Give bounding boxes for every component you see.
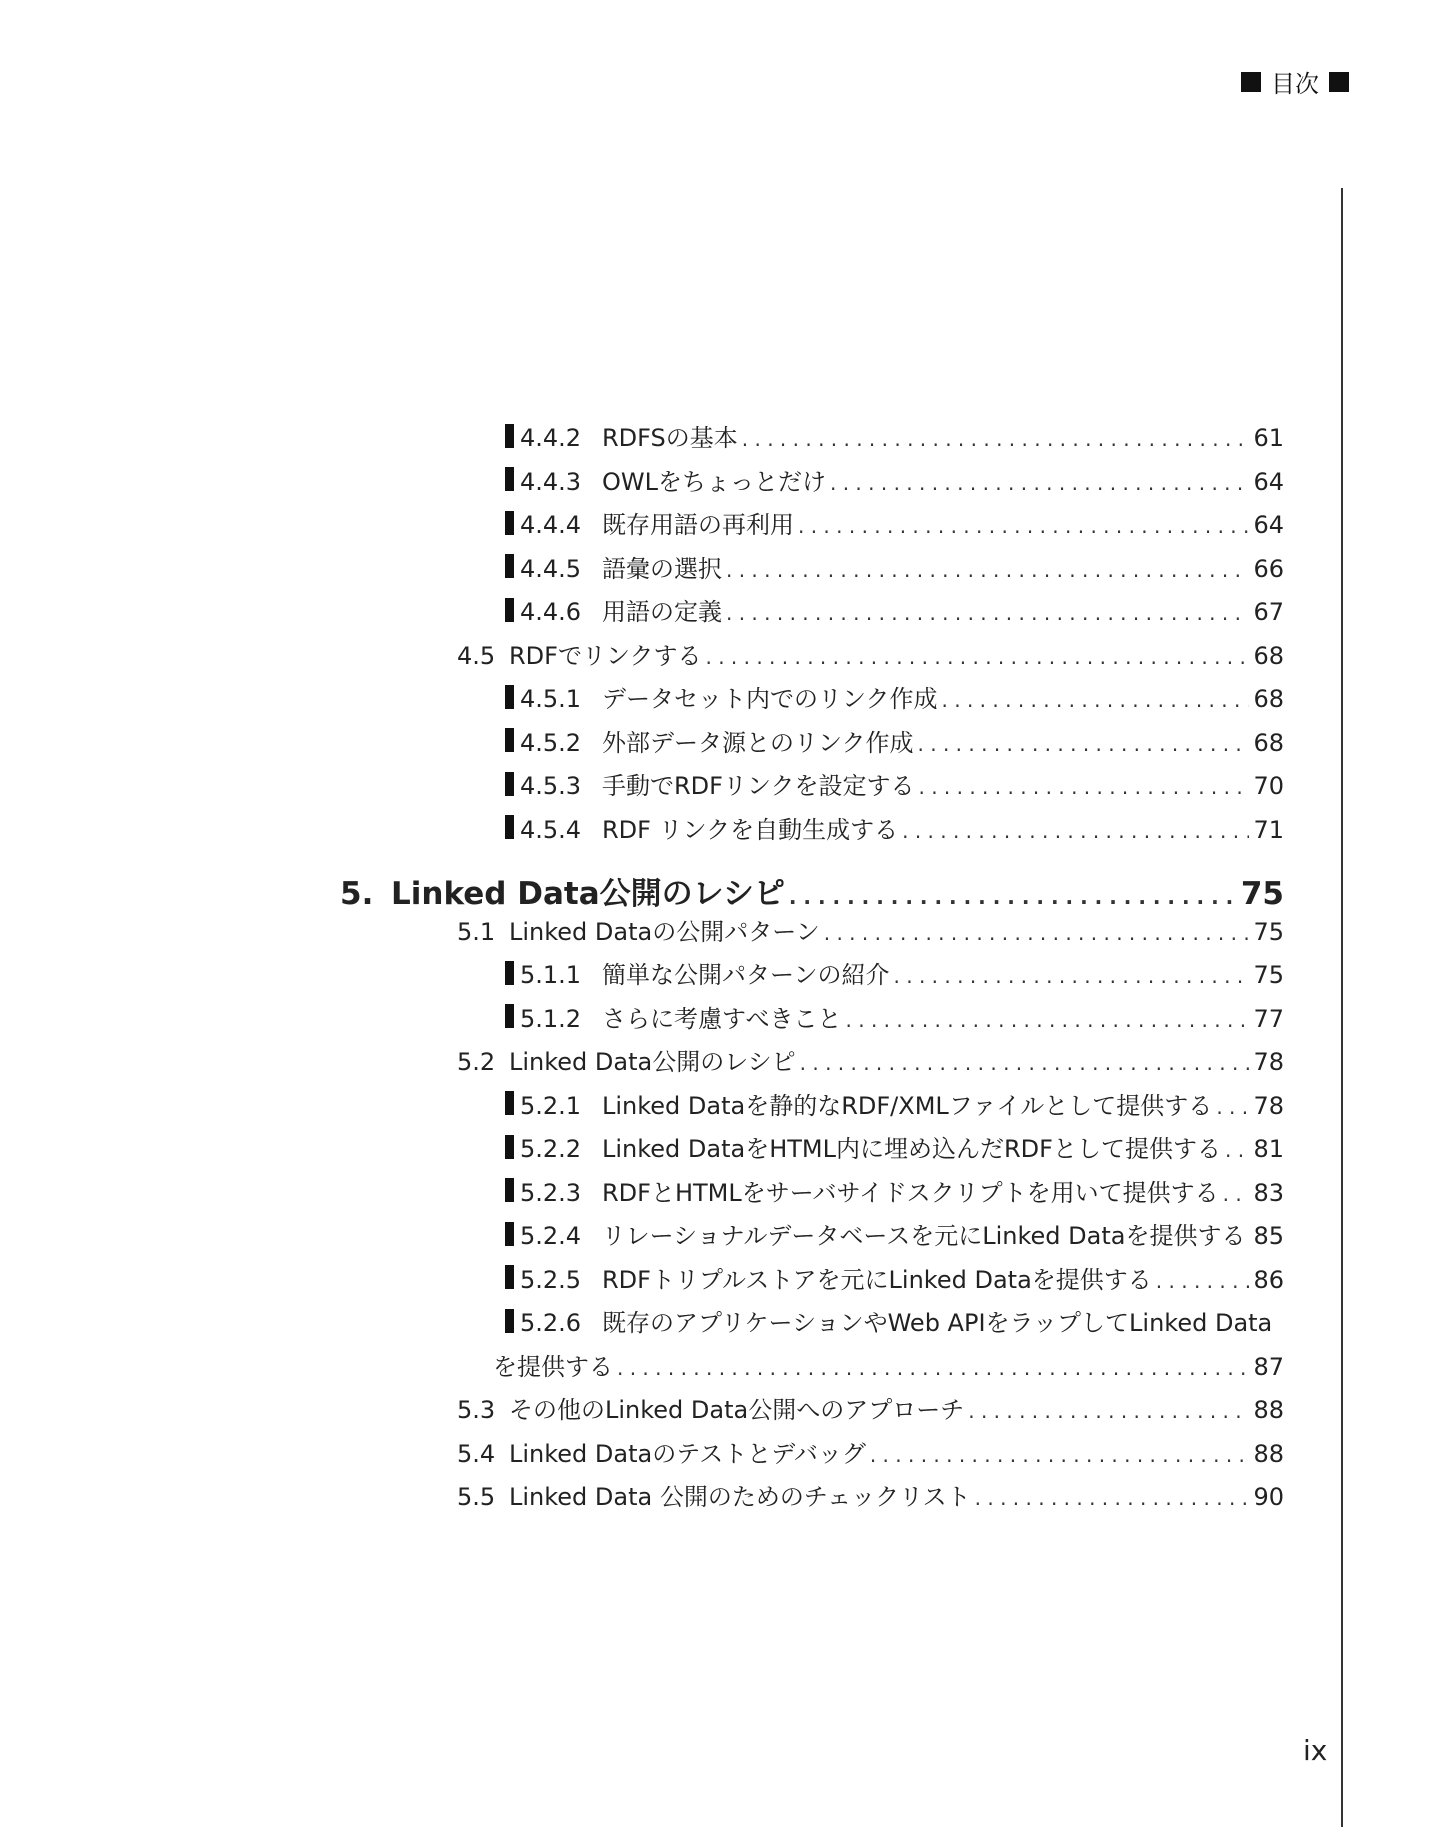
bar-bullet-icon	[505, 728, 514, 752]
toc-entry-line	[505, 679, 1284, 714]
toc-entry-title: RDFでリンクする	[509, 641, 702, 670]
toc-entry-number: 4.5.3	[520, 772, 582, 800]
toc-entry-page: 61	[1253, 424, 1284, 452]
toc-entry-number: 5.2	[457, 1048, 496, 1076]
toc-entry-title: Linked Data公開のレシピ	[391, 876, 785, 912]
toc-entry-page: 75	[1240, 876, 1284, 912]
bar-bullet-icon	[505, 1309, 514, 1333]
toc-entry-line	[505, 1129, 1284, 1164]
toc-entry[interactable]	[0, 912, 1433, 948]
toc-entry-title: RDF リンクを自動生成する	[602, 815, 899, 844]
toc-entry-title: RDFトリプルストアを元にLinked Dataを提供する	[602, 1265, 1152, 1294]
bar-bullet-icon	[505, 554, 514, 578]
toc-entry-number: 4.5.4	[520, 815, 582, 844]
toc-entry[interactable]	[0, 1129, 1433, 1165]
toc-entry-title: データセット内でのリンク作成	[602, 685, 938, 713]
dot-leader	[846, 1008, 1250, 1032]
toc-entry[interactable]	[0, 1303, 1433, 1339]
toc-entry-title: 簡単な公開パターンの紹介	[602, 961, 890, 989]
dot-leader	[975, 1486, 1250, 1510]
bar-bullet-icon	[505, 685, 514, 709]
toc-entry-title: 既存のアプリケーションやWeb APIをラップしてLinked Data	[602, 1309, 1273, 1337]
toc-entry-title: Linked Dataの公開パターン	[509, 917, 820, 946]
dot-leader	[942, 688, 1250, 712]
running-header	[1241, 64, 1349, 99]
toc-entry[interactable]	[0, 1260, 1433, 1296]
toc-entry-title: Linked DataをHTML内に埋め込んだRDFとして提供する	[602, 1135, 1221, 1163]
toc-entry-line	[457, 1477, 1284, 1512]
toc-entry[interactable]	[0, 723, 1433, 759]
toc-entry-page: 75	[1253, 917, 1284, 946]
toc-entry-number: 5.1	[457, 917, 496, 946]
bar-bullet-icon	[505, 1091, 514, 1115]
bar-bullet-icon	[505, 598, 514, 622]
toc-entry-number: 5.2.2	[520, 1135, 582, 1163]
toc-entry-title: 外部データ源とのリンク作成	[602, 728, 914, 757]
toc-entry-number: 4.5.2	[520, 728, 582, 757]
toc-entry-page: 67	[1253, 598, 1284, 626]
toc-entry-title: Linked Data 公開のためのチェックリスト	[509, 1483, 971, 1511]
toc-entry-line	[505, 505, 1284, 540]
dot-leader	[1216, 1095, 1249, 1119]
toc-entry-number: 5.2.1	[520, 1091, 582, 1120]
toc-entry[interactable]	[0, 549, 1433, 585]
toc-entry[interactable]	[0, 592, 1433, 628]
toc-entry-line	[505, 1086, 1284, 1121]
toc-entry-title: RDFとHTMLをサーバサイドスクリプトを用いて提供する	[602, 1178, 1219, 1207]
toc-entry[interactable]	[0, 505, 1433, 541]
toc-entry-title: 用語の定義	[602, 598, 722, 626]
toc-entry-title: Linked Data公開のレシピ	[509, 1048, 796, 1076]
toc-entry-line	[457, 912, 1284, 947]
toc-entry-page: 77	[1253, 1004, 1284, 1033]
toc-entry[interactable]	[0, 810, 1433, 846]
toc-entry-title: Linked Dataを静的なRDF/XMLファイルとして提供する	[602, 1091, 1213, 1120]
toc-entry-page: 88	[1253, 1439, 1284, 1468]
toc-entry[interactable]	[0, 1347, 1433, 1383]
toc-entry-page: 85	[1253, 1222, 1284, 1250]
toc-entry-title: 既存用語の再利用	[602, 511, 794, 539]
toc-entry-number: 4.5.1	[520, 685, 582, 713]
toc-entry[interactable]	[0, 1216, 1433, 1252]
dot-leader	[726, 558, 1249, 582]
toc-entry-line	[457, 636, 1284, 671]
toc-entry-page: 90	[1253, 1483, 1284, 1511]
toc-entry-line	[493, 1347, 1284, 1382]
toc-entry-title: リレーショナルデータベースを元にLinked Dataを提供する	[601, 1222, 1246, 1250]
toc-entry-number: 5.4	[457, 1439, 496, 1468]
toc-entry-number: 5.2.4	[519, 1222, 582, 1250]
toc-entry-page: 64	[1253, 511, 1284, 539]
toc-entry-line	[505, 1260, 1284, 1295]
dot-leader	[1223, 1182, 1250, 1206]
dot-leader	[1225, 1138, 1249, 1162]
toc-entry-number: 4.4.5	[520, 554, 582, 583]
toc-entry-number: 4.4.3	[520, 467, 582, 496]
dot-leader	[705, 645, 1249, 669]
toc-entry-page: 87	[1253, 1352, 1284, 1381]
toc-entry-line	[505, 418, 1284, 453]
toc-entry-page: 66	[1253, 554, 1284, 583]
toc-entry-page: 86	[1253, 1265, 1284, 1294]
toc-entry-line	[505, 592, 1284, 627]
bar-bullet-icon	[505, 1265, 514, 1289]
toc-entry[interactable]	[0, 1434, 1433, 1470]
dot-leader	[726, 601, 1249, 625]
bar-bullet-icon	[505, 424, 514, 448]
toc-entry-page: 71	[1253, 815, 1284, 844]
toc-entry-line	[340, 868, 1284, 913]
toc-entry-line	[505, 999, 1284, 1034]
toc-entry-title: OWLをちょっとだけ	[602, 467, 826, 496]
toc-entry-line	[505, 723, 1284, 758]
toc-entry-page: 81	[1253, 1135, 1284, 1163]
toc-entry-page: 88	[1253, 1396, 1284, 1424]
page-number: ix	[1303, 1734, 1328, 1767]
bar-bullet-icon	[505, 1135, 514, 1159]
toc-entry[interactable]	[0, 1390, 1433, 1426]
toc-entry-line	[457, 1390, 1284, 1425]
toc-entry-line	[505, 549, 1284, 584]
toc-entry[interactable]	[0, 1477, 1433, 1513]
dot-leader	[902, 819, 1249, 843]
toc-entry-page: 68	[1253, 685, 1284, 713]
toc-entry-title: を提供する	[493, 1352, 613, 1381]
toc-entry-line	[505, 462, 1284, 497]
toc-entry-line	[505, 1173, 1284, 1208]
bar-bullet-icon	[505, 772, 514, 796]
square-bullet-icon	[1241, 72, 1261, 92]
toc-entry[interactable]	[0, 636, 1433, 672]
toc-entry-page: 68	[1253, 728, 1284, 757]
bar-bullet-icon	[505, 1004, 514, 1028]
toc-entry-line	[457, 1042, 1284, 1077]
toc-entry[interactable]	[0, 679, 1433, 715]
toc-entry-number: 5.2.3	[520, 1178, 582, 1207]
toc-entry-number: 5.5	[457, 1483, 496, 1511]
toc-entry[interactable]	[0, 462, 1433, 498]
toc-entry-page: 78	[1253, 1091, 1284, 1120]
bar-bullet-icon	[505, 467, 514, 491]
dot-leader	[968, 1399, 1249, 1423]
toc-entry[interactable]	[0, 418, 1433, 454]
toc-entry-line	[505, 1303, 1284, 1338]
toc-entry-title: その他のLinked Data公開へのアプローチ	[509, 1396, 965, 1424]
toc-entry-number: 5.1.2	[520, 1004, 582, 1033]
toc-entry[interactable]	[0, 868, 1433, 912]
bar-bullet-icon	[505, 511, 514, 535]
dot-leader	[830, 471, 1249, 495]
dot-leader	[800, 1051, 1250, 1075]
toc-entry-line	[457, 1434, 1284, 1469]
toc-entry-number: 4.5	[457, 641, 496, 670]
square-bullet-icon	[1329, 72, 1349, 92]
toc-entry-number: 5.	[340, 876, 374, 912]
toc-entry-title: さらに考慮すべきこと	[602, 1004, 842, 1033]
toc-entry-number: 5.2.6	[520, 1309, 582, 1337]
dot-leader	[824, 921, 1250, 945]
toc-entry[interactable]	[0, 1173, 1433, 1209]
toc-entry-title: Linked Dataのテストとデバッグ	[509, 1439, 866, 1468]
toc-entry-page: 83	[1253, 1178, 1284, 1207]
toc-entry-title: 手動でRDFリンクを設定する	[602, 772, 915, 800]
toc-entry[interactable]	[0, 999, 1433, 1035]
toc-entry-title: 語彙の選択	[602, 554, 722, 583]
toc-entry-title: RDFSの基本	[602, 424, 738, 452]
toc-entry-page: 70	[1253, 772, 1284, 800]
toc-entry-line	[505, 1216, 1284, 1251]
dot-leader	[789, 885, 1237, 909]
toc-entry[interactable]	[0, 766, 1433, 802]
toc-entry-page: 68	[1253, 641, 1284, 670]
dot-leader	[742, 427, 1250, 451]
toc-entry-line	[505, 766, 1284, 801]
toc-entry-number: 5.3	[457, 1396, 496, 1424]
bar-bullet-icon	[505, 961, 514, 985]
bar-bullet-icon	[505, 815, 514, 839]
dot-leader	[870, 1443, 1250, 1467]
toc-entry-line	[505, 955, 1284, 990]
toc-entry-line	[505, 810, 1284, 845]
toc-entry-page: 64	[1253, 467, 1284, 496]
toc-entry-number: 5.2.5	[520, 1265, 582, 1294]
toc-entry-page: 75	[1253, 961, 1284, 989]
bar-bullet-icon	[505, 1222, 514, 1246]
dot-leader	[617, 1356, 1249, 1380]
dot-leader	[918, 775, 1249, 799]
toc-entry[interactable]	[0, 955, 1433, 991]
bar-bullet-icon	[505, 1178, 514, 1202]
toc-entry[interactable]	[0, 1042, 1433, 1078]
toc-entry-page: 78	[1253, 1048, 1284, 1076]
dot-leader	[1156, 1269, 1250, 1293]
running-header-label: 目次	[1271, 70, 1319, 98]
toc-entry-number: 4.4.2	[520, 424, 582, 452]
dot-leader	[894, 964, 1250, 988]
toc-entry-number: 4.4.4	[520, 511, 582, 539]
dot-leader	[798, 514, 1249, 538]
toc-entry-number: 4.4.6	[520, 598, 582, 626]
toc-entry-number: 5.1.1	[520, 961, 582, 989]
dot-leader	[918, 732, 1250, 756]
toc-entry[interactable]	[0, 1086, 1433, 1122]
